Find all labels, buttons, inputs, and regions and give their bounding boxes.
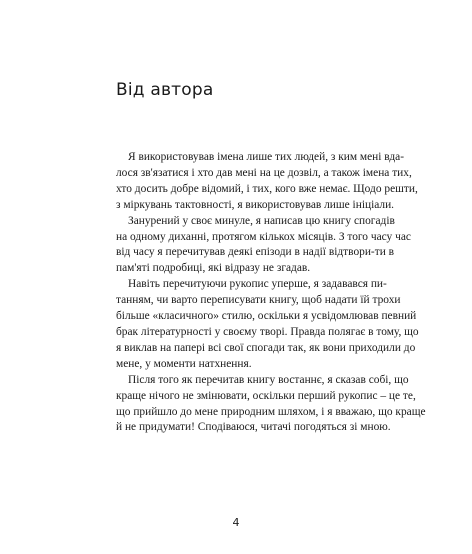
paragraph-2-line-3: від часу я перечитував деякі епізоди в надії відтвори-ти в (116, 246, 395, 259)
paragraph-4-line-3: що прийшло до мене природним шляхом, і я вважаю, що краще (116, 405, 426, 418)
paragraph-1-line-3: хто досить добре відомий, і тих, кого вже немає. Щодо решти, (116, 182, 418, 195)
paragraph-1-line-2: лося зв'язатися і хто дав мені на це дозвіл, а також імена тих, (116, 166, 412, 179)
paragraph-4-line-4: й не придумати! Сподіваюся, читачі погодяться зі мною. (116, 421, 391, 434)
paragraph-2-line-1: Занурений у своє минуле, я написав цю книгу спогадів (128, 214, 395, 227)
paragraph-3-line-3: більше «класичного» стилю, оскільки я усвідомлював певний (116, 310, 417, 323)
chapter-heading: Від автора (116, 80, 214, 100)
paragraph-4-line-2: краще нічого не змінювати, оскільки перший рукопис – це те, (116, 389, 416, 402)
paragraph-3-line-2: танням, чи варто переписувати книгу, щоб надати їй трохи (116, 294, 401, 307)
paragraph-3-line-1: Навіть перечитуючи рукопис уперше, я задавався пи- (128, 278, 387, 291)
paragraph-2-line-2: на одному диханні, протягом кількох місяців. З того часу час (116, 230, 411, 243)
paragraph-3-line-5: я виклав на папері всі свої спогади так, як вони приходили до (116, 341, 416, 354)
page-number: 4 (232, 516, 240, 529)
body-text (116, 150, 426, 436)
paragraph-3-line-6: мене, у моменти натхнення. (116, 357, 252, 370)
paragraph-4-line-1: Після того як перечитав книгу востаннє, я сказав собі, що (128, 373, 409, 386)
paragraph-2-line-4: пам'яті подробиці, які відразу не згадав. (116, 262, 311, 275)
paragraph-1-line-1: Я використовував імена лише тих людей, з ким мені вда- (128, 151, 405, 163)
paragraph-3-line-4: брак літературності у своєму творі. Правда полягає в тому, що (116, 325, 419, 338)
paragraph-1-line-4: з міркувань тактовності, я використовував лише ініціали. (116, 198, 395, 211)
